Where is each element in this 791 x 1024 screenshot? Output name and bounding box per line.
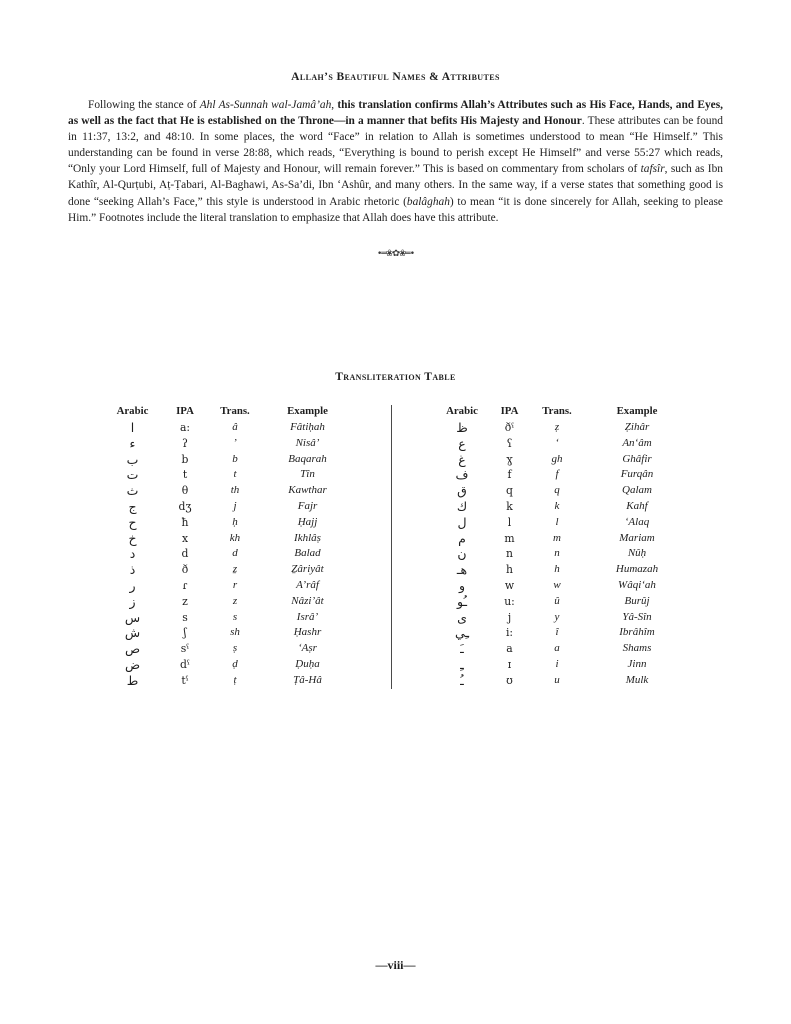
cell-ipa: ɣ [506,452,513,466]
cell-ipa: x [181,531,189,545]
cell-arabic-letter: ب [126,451,139,467]
cell-ipa: t [182,468,188,482]
cell-transliteration: ḥ [232,515,238,528]
table-row [437,562,692,578]
table-row [105,467,355,483]
cell-transliteration: kh [229,531,241,544]
cell-arabic-letter: ر [129,577,136,593]
cell-example: Tîn [300,468,315,481]
table-row [437,578,692,594]
cell-transliteration: ẓ [554,421,560,433]
cell-arabic-letter: ز [129,593,136,609]
table-row [437,483,692,499]
cell-ipa: sˤ [180,642,190,656]
cell-example: Shams [622,642,652,655]
cell-transliteration: j [233,499,237,512]
cell-example: A’râf [296,578,319,591]
cell-arabic-letter: ـُو [456,593,468,609]
cell-ipa: s [182,610,188,624]
table-row [437,546,692,562]
page-number: —viii— [375,958,416,972]
cell-transliteration: ’ [233,436,237,449]
column-header-trans: Trans. [220,405,250,417]
cell-example: Ṭâ-Hâ [293,673,322,686]
cell-example: Qalam [622,484,652,497]
transliteration-tables [105,404,692,689]
table-row [437,499,692,515]
table-row [437,641,692,657]
cell-example: Ghâfir [622,452,652,465]
cell-arabic-letter: غ [458,451,466,467]
table-row [105,420,355,436]
transliteration-table-heading: Transliteration Table [335,371,456,383]
table-row [437,467,692,483]
cell-ipa: z [182,594,188,608]
cell-transliteration: b [232,452,238,465]
table-row [437,625,692,641]
cell-arabic-letter: ق [457,483,467,499]
cell-ipa: q [506,484,513,498]
cell-arabic-letter: م [458,530,466,546]
table-row [437,515,692,531]
table-divider-line [391,405,392,689]
cell-arabic-letter: ث [126,483,139,499]
cell-arabic-letter: ت [126,467,139,483]
cell-arabic-letter: ف [455,467,469,483]
cell-arabic-letter: ن [457,546,467,562]
cell-ipa: b [181,452,189,466]
cell-transliteration: â [232,421,238,433]
cell-ipa: tˤ [181,673,189,687]
cell-transliteration: ḍ [232,657,238,670]
cell-example: Fajr [297,499,318,512]
cell-arabic-letter: ح [128,514,137,530]
cell-ipa: ħ [181,515,189,529]
cell-ipa: ɪ [507,657,512,671]
cell-example: Furqân [620,468,654,481]
cell-ipa: d [181,547,189,561]
page-title: Allah’s Beautiful Names & Attributes [291,71,500,83]
cell-arabic-letter: ـِي [454,625,470,641]
cell-transliteration: ṣ [232,642,238,655]
cell-example: Ḍuḥa [295,657,320,670]
cell-ipa: n [506,547,513,561]
cell-ipa: i: [505,626,514,640]
cell-arabic-letter: ج [128,498,137,514]
cell-transliteration: m [553,531,561,544]
cell-transliteration: l [555,515,559,528]
cell-arabic-letter: ا [130,420,135,435]
cell-arabic-letter: ظ [456,420,468,435]
cell-arabic-letter: ض [124,656,141,672]
table-row [105,531,355,547]
cell-ipa: l [507,515,512,529]
cell-ipa: ʔ [182,436,188,450]
cell-arabic-letter: ك [456,498,468,514]
cell-transliteration: gh [551,452,563,465]
cell-arabic-letter: د [129,546,136,562]
cell-transliteration: q [554,484,560,497]
table-row [105,436,355,452]
cell-example: ‘Alaq [624,515,650,528]
cell-arabic-letter: ل [457,514,467,530]
table-row [105,610,355,626]
column-header-example: Example [616,405,658,417]
cell-arabic-letter: و [458,577,466,593]
table-row [105,625,355,641]
cell-example: Wâqi‘ah [618,578,656,591]
cell-example: Ibrâhîm [619,626,655,639]
cell-ipa: h [506,563,513,577]
cell-transliteration: th [230,484,240,497]
cell-transliteration: w [553,578,561,591]
cell-example: Nûḥ [627,547,647,560]
cell-ipa: f [507,468,512,482]
cell-ipa: ðˤ [504,421,515,434]
column-header-arabic: Arabic [116,405,149,417]
table-row [105,657,355,673]
cell-ipa: ʊ [506,673,513,687]
cell-arabic-letter: هـ [456,562,468,578]
cell-example: Yâ-Sîn [622,610,652,623]
cell-transliteration: r [232,578,238,591]
table-row [437,436,692,452]
table-row [105,483,355,499]
table-row [437,657,692,673]
table-row [105,546,355,562]
transliteration-table-right [437,404,692,689]
cell-ipa: θ [181,484,189,498]
cell-example: Kawthar [288,484,327,497]
cell-example: Ḥajj [297,515,318,528]
cell-example: Kahf [626,499,648,512]
cell-ipa: dʒ [178,499,192,513]
section-divider-ornament: •═❀✿❀═• [376,249,415,259]
table-row [437,594,692,610]
cell-example: Burûj [624,594,650,607]
cell-arabic-letter: ع [458,435,466,451]
cell-ipa: a [506,642,513,656]
cell-example: Jinn [627,657,647,670]
cell-transliteration: ṭ [233,673,237,686]
cell-ipa: k [506,499,513,513]
cell-arabic-letter: ـَ [460,641,464,657]
cell-example: Ikhlâṣ [294,531,321,544]
cell-example: Isrâ’ [296,610,319,623]
cell-transliteration: z [232,594,238,607]
cell-example: ‘Aṣr [298,642,317,655]
cell-example: Balad [294,547,321,560]
cell-ipa: ð [181,563,189,577]
cell-example: An‘âm [622,436,652,449]
cell-ipa: ʕ [506,436,513,450]
table-row [105,515,355,531]
cell-ipa: a: [179,421,191,434]
cell-transliteration: h [554,563,560,576]
table-row [105,641,355,657]
table-row [437,531,692,547]
cell-arabic-letter: خ [128,530,137,546]
column-header-trans: Trans. [542,405,572,417]
cell-arabic-letter: ص [124,641,141,657]
column-header-example: Example [287,405,328,417]
cell-transliteration: ‘ [555,436,559,449]
cell-arabic-letter: ى [457,609,467,625]
cell-example: Baqarah [288,452,327,465]
table-row [437,673,692,689]
cell-transliteration: y [554,610,560,623]
table-row [105,673,355,689]
cell-ipa: ʃ [183,626,187,640]
cell-example: Nâzi’ât [291,594,324,607]
transliteration-table-left [105,404,355,689]
table-row [105,594,355,610]
cell-transliteration: i [555,657,559,670]
intro-paragraph: Following the stance of Ahl As-Sunnah wal-Jamâ’ah, this translation confirms Allah’s Attributes such as His Face, Hands, and Eyes, as well as the fact that He is established on the Throne—in a manner that befits His Majesty and Honour. These attributes can be found in 11:37, 13:2, and 48:10. In some places, the word “Face” in relation to Allah is sometimes understood to mean “He Himself.” This understanding can be found in verse 28:88, which reads, “Everything is bound to perish except He Himself” and verse 55:27 which reads, “Only your Lord Himself, full of Majesty and Honour, will remain forever.” This is based on commentary from scholars of tafsîr, such as Ibn Kathîr, Al-Qurṭubi, Aṭ-Ṭabari, Al-Baghawi, As-Sa’di, Ibn ‘Ashûr, and many others. In the same way, if a verse states that something good is done “seeking Allah’s Face,” this style is understood in Arabic rhetoric (balâghah) to mean “it is done sincerely for Allah, seeking to please Him.” Footnotes include the literal translation to emphasize that Allah does have this attribute. [68,99,724,224]
table-header-row [437,404,692,420]
cell-arabic-letter: ء [129,435,136,451]
cell-arabic-letter: ـُ [460,672,464,688]
table-row [105,562,355,578]
table-header-row [105,404,355,420]
column-header-ipa: IPA [500,405,519,417]
column-header-arabic: Arabic [446,405,478,417]
table-row [437,610,692,626]
cell-ipa: dˤ [180,657,190,671]
cell-example: Ẓihâr [624,421,650,433]
cell-example: Mariam [619,531,655,544]
table-row [437,420,692,436]
cell-ipa: ɾ [182,578,188,592]
cell-example: Ẕâriyât [291,563,324,576]
cell-transliteration: n [554,547,560,560]
cell-transliteration: u [554,673,560,686]
table-row [437,452,692,468]
table-row [105,499,355,515]
cell-arabic-letter: ذ [129,562,136,578]
cell-transliteration: s [232,610,238,623]
cell-ipa: j [507,610,512,624]
cell-transliteration: a [554,642,560,655]
cell-transliteration: f [555,468,559,481]
cell-example: Humazah [615,563,659,576]
column-header-ipa: IPA [176,405,194,417]
cell-ipa: u: [504,594,515,608]
cell-example: Fâtiḥah [290,421,325,433]
cell-example: Ḥashr [293,626,322,639]
cell-transliteration: t [233,468,237,481]
cell-arabic-letter: ـِ [460,656,464,672]
cell-arabic-letter: س [124,609,141,625]
cell-transliteration: û [554,594,560,607]
cell-ipa: w [504,578,515,592]
cell-transliteration: ẕ [232,563,238,576]
table-row [105,452,355,468]
cell-example: Mulk [625,673,649,686]
cell-ipa: m [504,531,515,545]
table-row [105,578,355,594]
cell-arabic-letter: ش [124,625,141,641]
cell-transliteration: sh [230,626,240,639]
cell-transliteration: d [232,547,238,560]
cell-transliteration: î [555,626,559,639]
cell-arabic-letter: ط [126,672,139,688]
cell-example: Nisâ’ [295,436,320,449]
cell-transliteration: k [554,499,560,512]
